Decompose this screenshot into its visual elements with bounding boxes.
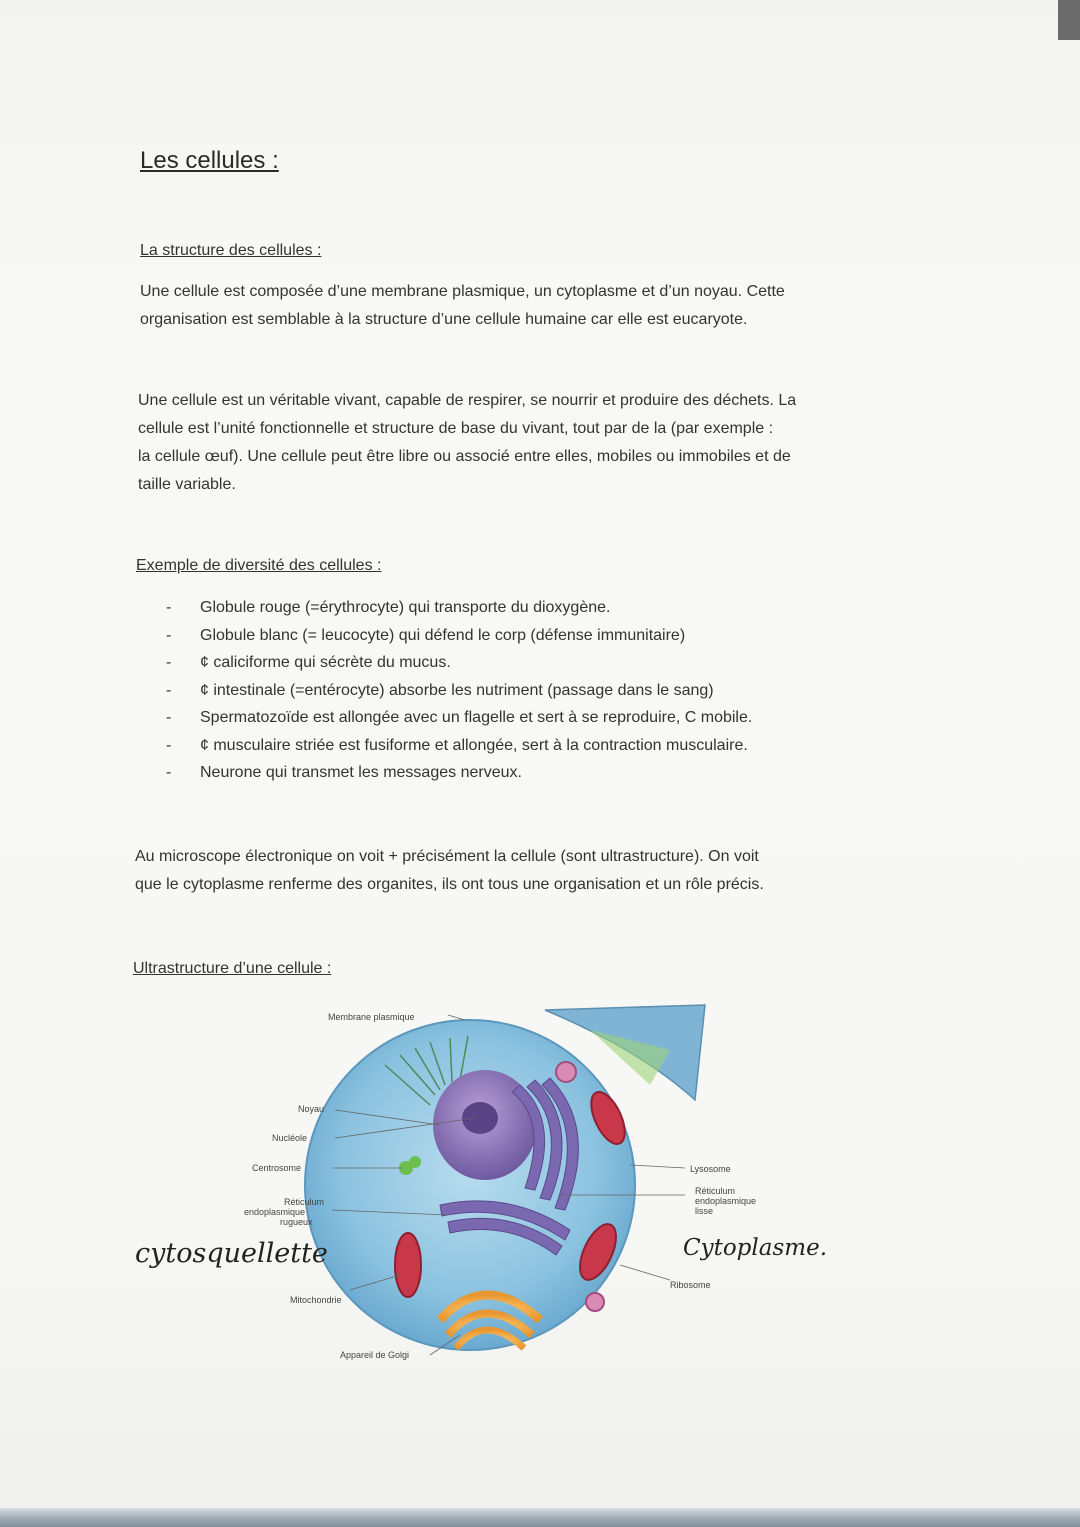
- label-rel-1: Réticulum: [695, 1186, 736, 1196]
- microscope-paragraph: [135, 843, 764, 899]
- label-ribosome: Ribosome: [670, 1280, 711, 1290]
- page-title: Les cellules :: [140, 147, 279, 174]
- diversity-list: [166, 594, 752, 787]
- text-line: taille variable.: [138, 476, 236, 493]
- structure-paragraph-1: [140, 278, 785, 334]
- label-noyau: Noyau: [298, 1104, 325, 1114]
- structure-heading: La structure des cellules :: [140, 242, 322, 259]
- text-line: cellule est l’unité fonctionnelle et structure de base du vivant, tout par de la (par exemple :: [138, 420, 774, 437]
- list-item: - Globule blanc (= leucocyte) qui défend le corp (défense immunitaire): [166, 622, 752, 650]
- list-item: - ¢ caliciforme qui sécrète du mucus.: [166, 649, 752, 677]
- list-item: - ¢ intestinale (=entérocyte) absorbe les nutriment (passage dans le sang): [166, 677, 752, 705]
- scan-edge: [1058, 0, 1080, 40]
- label-centrosome: Centrosome: [252, 1163, 302, 1173]
- label-rer-1: Réticulum: [284, 1197, 325, 1207]
- label-rel-3: lisse: [695, 1206, 714, 1216]
- text-line: Une cellule est un véritable vivant, capable de respirer, se nourrir et produire des déchets. La: [138, 392, 797, 409]
- label-membrane: Membrane plasmique: [328, 1012, 415, 1022]
- text-line: la cellule œuf). Une cellule peut être libre ou associé entre elles, mobiles ou immobiles et de: [138, 448, 791, 465]
- list-item: - Globule rouge (=érythrocyte) qui transporte du dioxygène.: [166, 594, 752, 622]
- label-nucleole: Nucléole: [272, 1133, 308, 1143]
- label-mitochondrie: Mitochondrie: [290, 1295, 342, 1305]
- label-golgi: Appareil de Golgi: [340, 1350, 410, 1360]
- label-rer-3: rugueux: [280, 1217, 313, 1227]
- diversity-heading: Exemple de diversité des cellules :: [136, 557, 382, 574]
- label-lysosome: Lysosome: [690, 1164, 731, 1174]
- text-line: organisation est semblable à la structure d’une cellule humaine car elle est eucaryote.: [140, 311, 748, 328]
- nucleolus: [462, 1102, 498, 1134]
- handwritten-cytoplasme: Cytoplasme.: [683, 1235, 828, 1261]
- label-rer-2: endoplasmique: [244, 1207, 306, 1217]
- list-item: - Spermatozoïde est allongée avec un flagelle et sert à se reproduire, C mobile.: [166, 704, 752, 732]
- text-line: que le cytoplasme renferme des organites, ils ont tous une organisation et un rôle précis.: [135, 876, 764, 893]
- scan-edge-bottom: [0, 1508, 1080, 1527]
- list-item: - ¢ musculaire striée est fusiforme et allongée, sert à la contraction musculaire.: [166, 732, 752, 760]
- cell-ultrastructure-diagram: [130, 990, 850, 1370]
- list-item: - Neurone qui transmet les messages nerveux.: [166, 759, 752, 787]
- ultrastructure-heading: Ultrastructure d’une cellule :: [133, 960, 332, 977]
- label-rel-2: endoplasmique: [695, 1196, 757, 1206]
- handwritten-cytosquelette: cytosquellette: [135, 1238, 328, 1269]
- text-line: Une cellule est composée d’une membrane plasmique, un cytoplasme et d’un noyau. Cette: [140, 283, 785, 300]
- structure-paragraph-2: [138, 387, 796, 499]
- text-line: Au microscope électronique on voit + précisément la cellule (sont ultrastructure). On voit: [135, 848, 759, 865]
